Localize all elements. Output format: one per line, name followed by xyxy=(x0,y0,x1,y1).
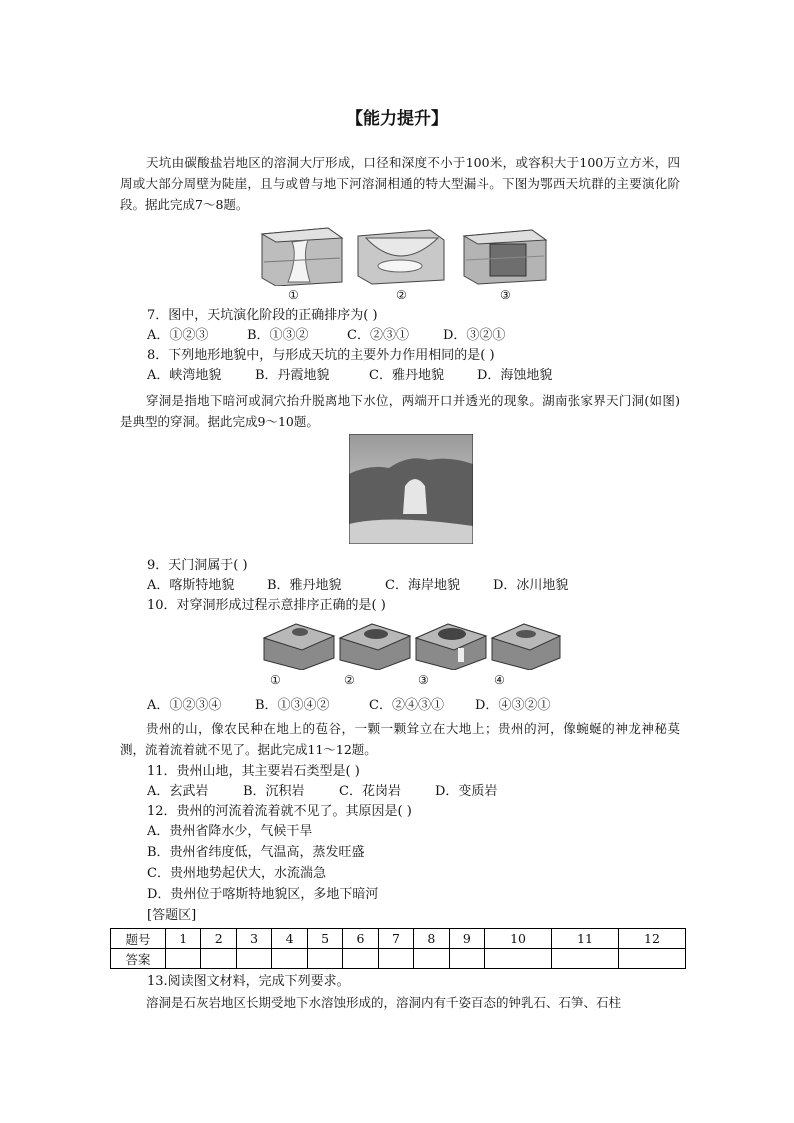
table-cell: 2 xyxy=(201,929,236,949)
option-b: B．沉积岩 xyxy=(243,784,305,799)
question-12-option-b: B．贵州省纬度低，气温高，蒸发旺盛 xyxy=(147,845,365,860)
table-cell: 4 xyxy=(272,929,307,949)
option-a: A．玄武岩 xyxy=(147,784,209,799)
option-b: B．①③④② xyxy=(255,698,330,713)
question-12-option-d: D．贵州位于喀斯特地貌区，多地下暗河 xyxy=(147,887,379,902)
option-a: A．①②③ xyxy=(147,328,209,343)
cave-formation-stage-4-image xyxy=(492,624,560,670)
question-9: 9．天门洞属于( ) xyxy=(147,558,248,573)
answer-cell[interactable] xyxy=(272,949,307,969)
table-cell: 10 xyxy=(485,929,552,949)
table-row xyxy=(111,949,686,969)
answer-table xyxy=(110,928,686,969)
cave-formation-stage-3-image xyxy=(416,624,486,670)
table-row xyxy=(111,929,686,949)
cave-formation-stage-2-image xyxy=(340,624,410,670)
figure-label: ① xyxy=(270,673,281,687)
option-c: C．雅丹地貌 xyxy=(369,368,444,383)
figure-label: ② xyxy=(344,673,355,687)
sinkhole-stage-2-image xyxy=(358,230,444,284)
option-a: A．峡湾地貌 xyxy=(147,368,222,383)
answer-cell[interactable] xyxy=(343,949,378,969)
table-cell: 12 xyxy=(618,929,685,949)
question-7-options xyxy=(147,326,505,346)
option-a: A．①②③④ xyxy=(147,698,222,713)
sinkhole-stage-1-image xyxy=(262,228,342,286)
question-11: 11．贵州山地，其主要岩石类型是( ) xyxy=(147,764,360,779)
figure-label: ③ xyxy=(418,673,429,687)
question-13: 13.阅读图文材料，完成下列要求。 xyxy=(147,974,350,989)
figure-label: ③ xyxy=(500,288,511,302)
answer-cell[interactable] xyxy=(552,949,619,969)
option-c: C．海岸地貌 xyxy=(385,578,460,593)
option-d: D．冰川地貌 xyxy=(493,578,569,593)
answer-cell[interactable] xyxy=(201,949,236,969)
option-c: C．②③① xyxy=(347,328,409,343)
table-cell: 8 xyxy=(414,929,449,949)
question-12: 12．贵州的河流着流着就不见了。其原因是( ) xyxy=(147,804,412,819)
table-cell: 6 xyxy=(343,929,378,949)
answer-cell[interactable] xyxy=(414,949,449,969)
option-d: D．变质岩 xyxy=(435,784,498,799)
cave-formation-stage-1-image xyxy=(264,624,334,670)
question-10-options xyxy=(147,696,550,716)
table-cell: 1 xyxy=(166,929,201,949)
question-11-options xyxy=(147,782,497,802)
answer-cell[interactable] xyxy=(378,949,413,969)
question-12-option-c: C．贵州地势起伏大，水流湍急 xyxy=(147,866,326,881)
answer-cell[interactable] xyxy=(618,949,685,969)
table-header-cell: 答案 xyxy=(111,949,166,969)
option-b: B．雅丹地貌 xyxy=(267,578,342,593)
answer-cell[interactable] xyxy=(485,949,552,969)
answer-cell[interactable] xyxy=(307,949,342,969)
sinkhole-stages-figure xyxy=(258,226,548,286)
option-c: C．②④③① xyxy=(369,698,444,713)
table-cell: 7 xyxy=(378,929,413,949)
tianmen-cave-photo xyxy=(349,434,473,544)
intro-paragraph-3: 贵州的山，像农民种在地上的苞谷，一颗一颗耸立在大地上；贵州的河，像蜿蜒的神龙神秘莫测，流着流着就不见了。据此完成11～12题。 xyxy=(120,721,680,757)
option-c: C．花岗岩 xyxy=(339,784,401,799)
table-cell: 5 xyxy=(307,929,342,949)
cave-formation-figure xyxy=(262,618,562,670)
figure-label: ① xyxy=(288,288,299,302)
table-header-cell: 题号 xyxy=(111,929,166,949)
figure-label: ④ xyxy=(494,673,505,687)
option-d: D．③②① xyxy=(443,328,506,343)
answer-cell[interactable] xyxy=(236,949,271,969)
option-a: A．喀斯特地貌 xyxy=(147,578,235,593)
table-cell: 11 xyxy=(552,929,619,949)
table-cell: 9 xyxy=(449,929,484,949)
question-8: 8．下列地形地貌中，与形成天坑的主要外力作用相同的是( ) xyxy=(147,348,495,363)
intro-paragraph-2: 穿洞是指地下暗河或洞穴抬升脱离地下水位，两端开口并透光的现象。湖南张家界天门洞(如图)是典型的穿洞。据此完成9～10题。 xyxy=(120,393,680,429)
option-d: D．④③②① xyxy=(475,698,551,713)
question-10: 10．对穿洞形成过程示意排序正确的是( ) xyxy=(147,598,386,613)
figure-label: ② xyxy=(396,288,407,302)
intro-paragraph-1: 天坑由碳酸盐岩地区的溶洞大厅形成，口径和深度不小于100米，或容积大于100万立方米，四周或大部分周壁为陡崖，且与或曾与地下河溶洞相通的特大型漏斗。下图为鄂西天坑群的主要演化阶段。据此完成7～8题。 xyxy=(120,155,680,212)
sinkhole-stage-3-image xyxy=(464,230,546,284)
question-8-options xyxy=(147,366,552,386)
question-9-options xyxy=(147,576,568,596)
option-b: B．①③② xyxy=(247,328,309,343)
question-12-option-a: A．贵州省降水少，气候干旱 xyxy=(147,824,313,839)
option-b: B．丹霞地貌 xyxy=(255,368,330,383)
answer-cell[interactable] xyxy=(449,949,484,969)
table-cell: 3 xyxy=(236,929,271,949)
option-d: D．海蚀地貌 xyxy=(477,368,553,383)
answer-area-label: [答题区] xyxy=(147,908,197,923)
section-title: 【能力提升】 xyxy=(346,109,448,129)
question-7: 7．图中，天坑演化阶段的正确排序为( ) xyxy=(147,308,378,323)
intro-paragraph-4: 溶洞是石灰岩地区长期受地下水溶蚀形成的，溶洞内有千姿百态的钟乳石、石笋、石柱 xyxy=(146,995,622,1010)
answer-cell[interactable] xyxy=(166,949,201,969)
